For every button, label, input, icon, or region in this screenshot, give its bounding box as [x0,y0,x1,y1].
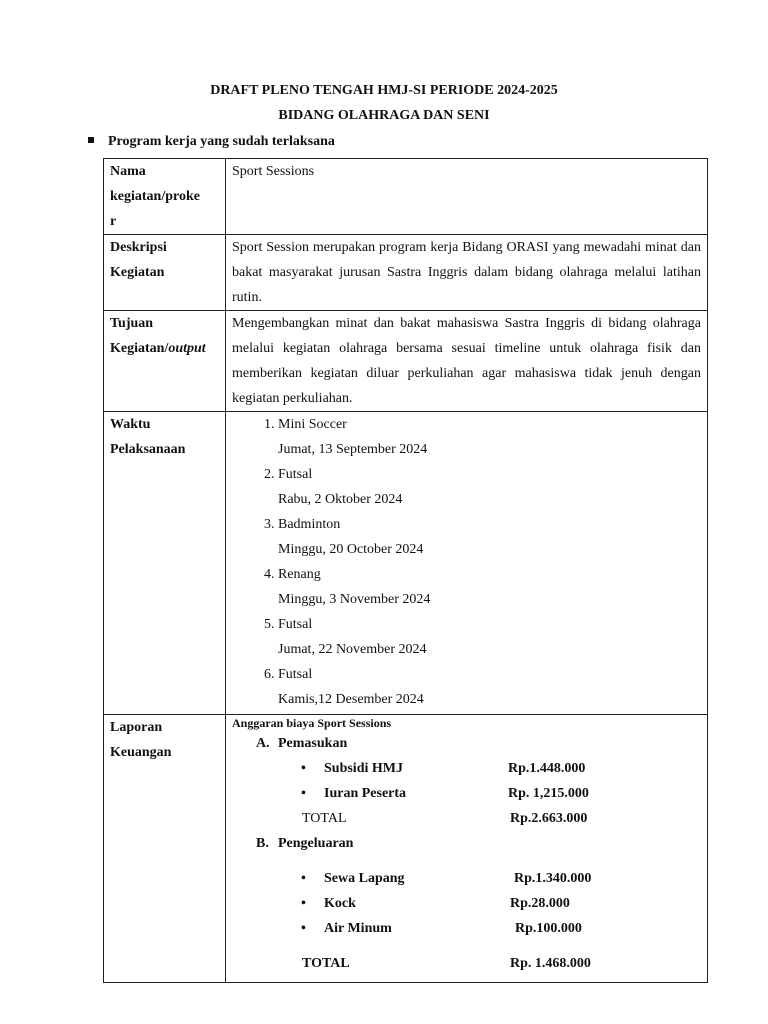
event-date: Jumat, 13 September 2024 [278,442,428,457]
expense-label: Pengeluaran [278,836,354,851]
list-item [278,412,701,462]
list-item [278,612,701,662]
income-total-row [232,806,701,831]
income-item-amount: Rp. 1,215.000 [508,786,589,801]
income-label: Pemasukan [278,736,348,751]
section-heading-text: Program kerja yang sudah terlaksana [108,134,335,149]
tujuan-label-italic: output [168,341,206,356]
expense-item-amount: Rp.100.000 [515,921,582,936]
expense-item-amount: Rp.28.000 [510,896,570,911]
desc-label-cell [104,235,226,311]
tujuan-label-line [110,336,219,361]
expense-total-row [232,951,701,976]
event-name: Badminton [278,517,341,532]
square-bullet-icon [88,137,94,143]
list-item [278,562,701,612]
bullet-icon: • [301,786,306,801]
laporan-value [226,715,708,983]
waktu-label-cell [104,412,226,715]
desc-label-line: Deskripsi [110,240,167,255]
waktu-label [110,412,219,462]
expense-item-amount: Rp.1.340.000 [514,871,592,886]
tujuan-label-cell [104,311,226,412]
event-name: Mini Soccer [278,417,347,432]
event-name: Futsal [278,667,313,682]
desc-label [110,235,219,285]
nama-label-line: r [110,214,117,229]
program-table [103,158,708,983]
nama-label-line: kegiatan/proke [110,189,200,204]
laporan-label-line: Laporan [110,720,163,735]
event-name: Futsal [278,467,313,482]
spacer [232,856,701,866]
income-total-label: TOTAL [302,811,347,826]
table-row [104,715,708,983]
event-date: Minggu, 20 October 2024 [278,542,424,557]
table-row [104,235,708,311]
list-item [278,662,701,712]
laporan-label-line: Keuangan [110,745,172,760]
nama-label [110,159,219,234]
expense-item-name: Sewa Lapang [324,871,405,886]
laporan-label [110,715,219,765]
income-row [232,781,701,806]
laporan-label-cell [104,715,226,983]
income-item-name: Iuran Peserta [324,786,407,801]
budget-title: Anggaran biaya Sport Sessions [232,716,392,730]
nama-label-cell [104,159,226,235]
bullet-icon: • [301,871,306,886]
event-date: Minggu, 3 November 2024 [278,592,431,607]
income-letter: A. [256,736,270,751]
expense-row [232,916,701,941]
bullet-icon: • [301,761,306,776]
tujuan-label-text: Kegiatan/ [110,341,169,356]
section-heading [88,134,335,150]
income-item-amount: Rp.1.448.000 [508,761,586,776]
income-heading [232,731,701,756]
table-row [104,412,708,715]
expense-heading [232,831,701,856]
event-name: Renang [278,567,321,582]
expense-row [232,866,701,891]
desc-value: Sport Session merupakan program kerja Bidang ORASI yang mewadahi minat dan bakat masyarakat jurusan Sastra Inggris dalam bidang olahraga melalui latihan rutin. [226,235,708,311]
income-item-name: Subsidi HMJ [324,761,403,776]
document-subtitle: BIDANG OLAHRAGA DAN SENI [278,108,490,123]
expense-total-label: TOTAL [302,956,350,971]
spacer [232,941,701,951]
nama-value: Sport Sessions [226,159,708,235]
table-row [104,311,708,412]
nama-label-line: Nama [110,164,146,179]
event-list [232,412,701,712]
document-title: DRAFT PLENO TENGAH HMJ-SI PERIODE 2024-2025 [210,83,558,98]
waktu-label-line: Pelaksanaan [110,442,186,457]
bullet-icon: • [301,896,306,911]
income-row [232,756,701,781]
list-item [278,512,701,562]
waktu-label-line: Waktu [110,417,151,432]
event-date: Jumat, 22 November 2024 [278,642,427,657]
event-name: Futsal [278,617,313,632]
expense-total-amount: Rp. 1.468.000 [510,956,591,971]
bullet-icon: • [301,921,306,936]
tujuan-label-line: Tujuan [110,316,154,331]
list-item [278,462,701,512]
expense-row [232,891,701,916]
table-row [104,159,708,235]
expense-letter: B. [256,836,269,851]
event-date: Kamis,12 Desember 2024 [278,692,424,707]
waktu-value [226,412,708,715]
expense-item-name: Air Minum [324,921,392,936]
tujuan-label [110,311,219,361]
desc-label-line: Kegiatan [110,265,165,280]
tujuan-value: Mengembangkan minat dan bakat mahasiswa Sastra Inggris di bidang olahraga melalui kegiatan olahraga bersama sesuai timeline untuk olahraga fisik dan memberikan kegiatan diluar perkuliahan agar mahasiswa tidak jenuh dengan kegiatan perkuliahan. [226,311,708,412]
event-date: Rabu, 2 Oktober 2024 [278,492,403,507]
expense-item-name: Kock [324,896,356,911]
income-total-amount: Rp.2.663.000 [510,811,588,826]
